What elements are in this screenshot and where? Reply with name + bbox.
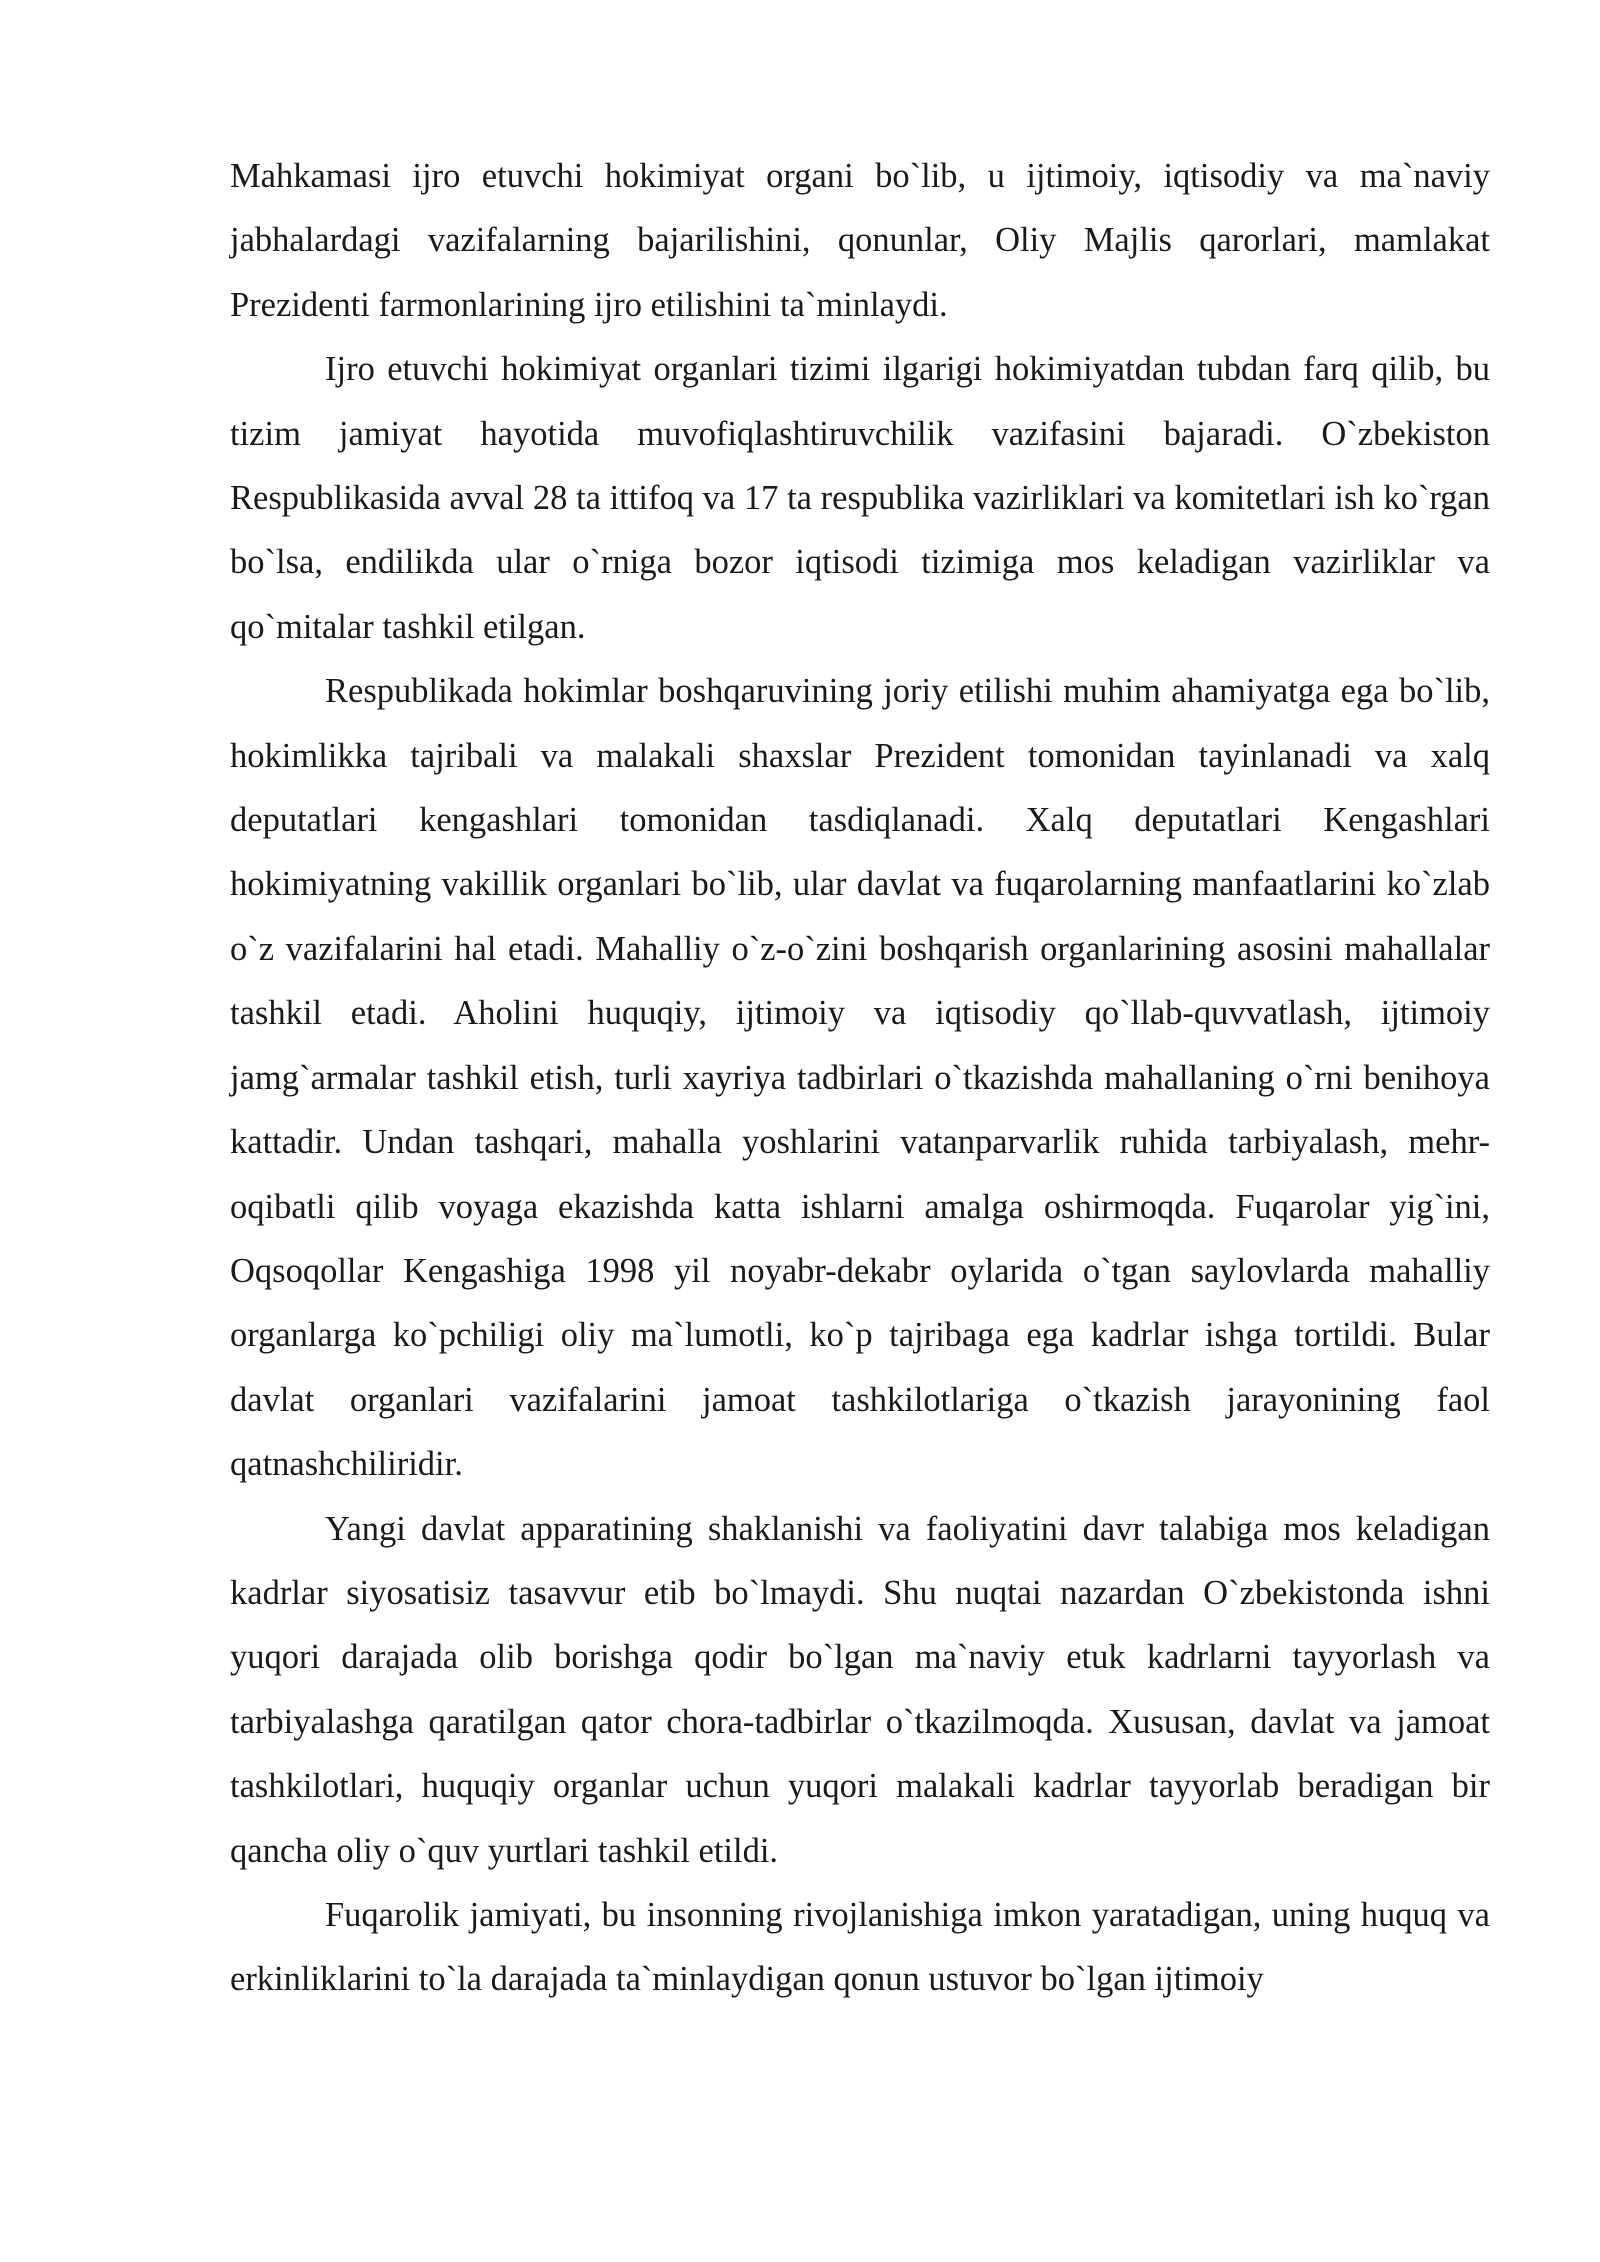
- paragraph-3: Respublikada hokimlar boshqaruvining joriy etilishi muhim ahamiyatga ega bo`lib, hokimlikka tajribali va malakali shaxslar Prezident tomonidan tayinlanadi va xalq deputatlari kengashlari tomonidan tasdiqlanadi. Xalq deputatlari Kengashlari hokimiyatning vakillik organlari bo`lib, ular davlat va fuqarolarning manfaatlarini ko`zlab o`z vazifalarini hal etadi. Mahalliy o`z-o`zini boshqarish organlarining asosini mahallalar tashkil etadi. Aholini huquqiy, ijtimoiy va iqtisodiy qo`llab-quvvatlash, ijtimoiy jamg`armalar tashkil etish, turli xayriya tadbirlari o`tkazishda mahallaning o`rni benihoya kattadir. Undan tashqari, mahalla yoshlarini vatanparvarlik ruhida tarbiyalash, mehr-oqibatli qilib voyaga ekazishda katta ishlarni amalga oshirmoqda. Fuqarolar yig`ini, Oqsoqollar Kengashiga 1998 yil noyabr-dekabr oylarida o`tgan saylovlarda mahalliy organlarga ko`pchiligi oliy ma`lumotli, ko`p tajribaga ega kadrlar ishga tortildi. Bular davlat organlari vazifalarini jamoat tashkilotlariga o`tkazish jarayonining faol qatnashchiliridir.: [230, 672, 1490, 1484]
- paragraph-5: Fuqarolik jamiyati, bu insonning rivojlanishiga imkon yaratadigan, uning huquq va erkinliklarini to`la darajada ta`minlaydigan qonun ustuvor bo`lgan ijtimoiy: [230, 1895, 1490, 1999]
- document-body: [230, 144, 1490, 2012]
- paragraph-2: Ijro etuvchi hokimiyat organlari tizimi ilgarigi hokimiyatdan tubdan farq qilib, bu tizim jamiyat hayotida muvofiqlashtiruvchilik vazifasini bajaradi. O`zbekiston Respublikasida avval 28 ta ittifoq va 17 ta respublika vazirliklari va komitetlari ish ko`rgan bo`lsa, endilikda ular o`rniga bozor iqtisodi tizimiga mos keladigan vazirliklar va qo`mitalar tashkil etilgan.: [230, 350, 1490, 646]
- paragraph-4: Yangi davlat apparatining shaklanishi va faoliyatini davr talabiga mos keladigan kadrlar siyosatisiz tasavvur etib bo`lmaydi. Shu nuqtai nazardan O`zbekistonda ishni yuqori darajada olib borishga qodir bo`lgan ma`naviy etuk kadrlarni tayyorlash va tarbiyalashga qaratilgan qator chora-tadbirlar o`tkazilmoqda. Xususan, davlat va jamoat tashkilotlari, huquqiy organlar uchun yuqori malakali kadrlar tayyorlab beradigan bir qancha oliy o`quv yurtlari tashkil etildi.: [230, 1509, 1490, 1870]
- paragraph-1: Mahkamasi ijro etuvchi hokimiyat organi bo`lib, u ijtimoiy, iqtisodiy va ma`naviy jabhalardagi vazifalarning bajarilishini, qonunlar, Oliy Majlis qarorlari, mamlakat Prezidenti farmonlarining ijro etilishini ta`minlaydi.: [230, 157, 1490, 324]
